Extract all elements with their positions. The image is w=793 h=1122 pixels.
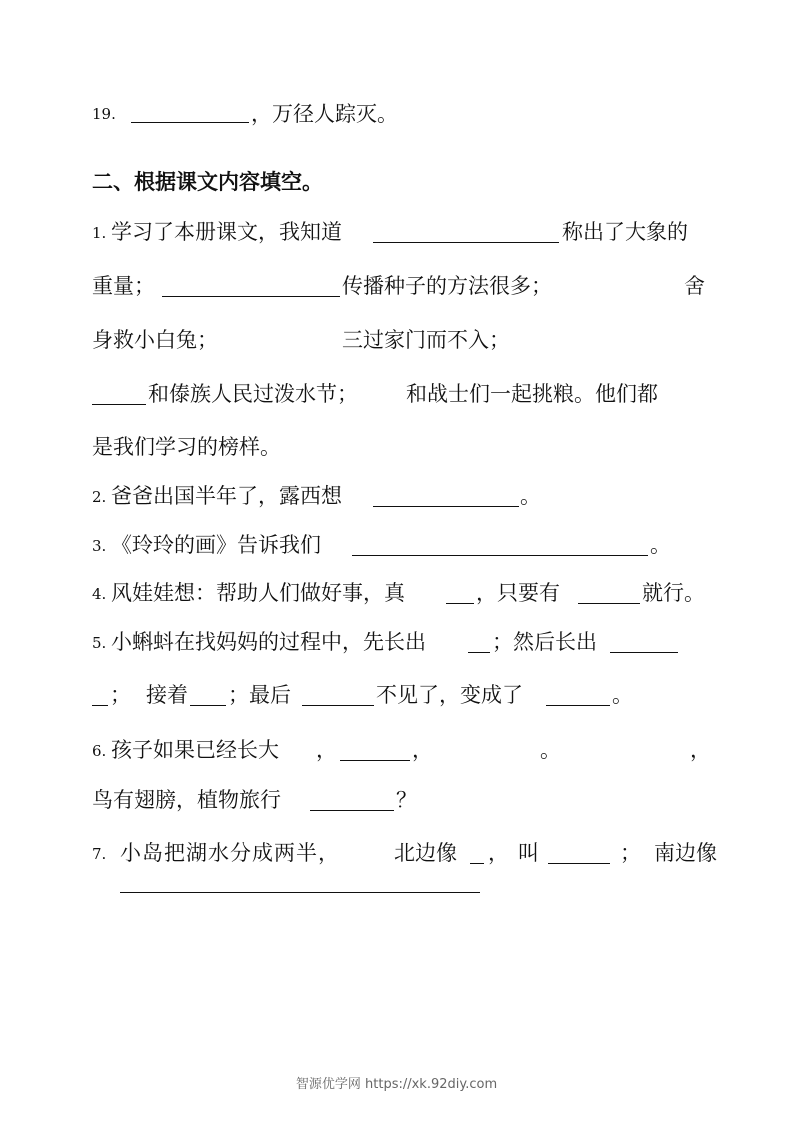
question-text: 北边像	[394, 841, 457, 865]
question-text: 学习了本册课文，我知道	[111, 220, 342, 244]
question-text: 风娃娃想：帮助人们做好事，真	[111, 581, 405, 605]
poem-line-text: ，万径人踪灭。	[251, 102, 398, 126]
question-text: 身救小白兔；	[92, 328, 218, 352]
question-text: ；	[110, 683, 131, 707]
question-text: 。	[540, 738, 561, 762]
answer-blank[interactable]	[92, 705, 108, 706]
answer-blank[interactable]	[131, 122, 249, 123]
question-number: 7.	[92, 845, 107, 863]
question-text: 接着	[146, 683, 188, 707]
answer-blank[interactable]	[373, 506, 519, 507]
answer-blank[interactable]	[468, 652, 490, 653]
question-number: 5.	[92, 634, 107, 652]
question-text: 是我们学习的榜样。	[92, 435, 281, 459]
question-number: 4.	[92, 585, 107, 603]
question-text: 舍	[684, 274, 705, 298]
answer-blank[interactable]	[120, 892, 480, 893]
question-number: 3.	[92, 537, 107, 555]
question-text: 重量；	[92, 274, 155, 298]
question-text: 南边像	[654, 841, 717, 865]
answer-blank[interactable]	[548, 863, 610, 864]
question-text: ；最后	[228, 683, 291, 707]
question-text: 传播种子的方法很多；	[342, 274, 552, 298]
question-text: 叫	[518, 841, 539, 865]
question-text: 《玲玲的画》告诉我们	[111, 533, 321, 557]
question-text: 孩子如果已经长大	[111, 738, 279, 762]
question-text: 和战士们一起挑粮。他们都	[406, 382, 658, 406]
question-text: 和傣族人民过泼水节；	[148, 382, 358, 406]
question-text: ？	[396, 788, 417, 812]
answer-blank[interactable]	[162, 296, 340, 297]
answer-blank[interactable]	[92, 404, 146, 405]
question-text: 小蝌蚪在找妈妈的过程中，先长出	[111, 630, 426, 654]
question-text: ；然后长出	[492, 630, 597, 654]
question-number: 6.	[92, 742, 107, 760]
question-text: ，	[412, 738, 433, 762]
answer-blank[interactable]	[302, 705, 374, 706]
question-text: 。	[650, 533, 671, 557]
question-text: ，	[316, 738, 337, 762]
question-text: 爸爸出国半年了，露西想	[111, 484, 342, 508]
answer-blank[interactable]	[470, 863, 484, 864]
answer-blank[interactable]	[352, 555, 648, 556]
question-text: 三过家门而不入；	[342, 328, 510, 352]
answer-blank[interactable]	[310, 810, 394, 811]
answer-blank[interactable]	[446, 603, 474, 604]
question-text: 。	[612, 683, 633, 707]
question-text: ；	[620, 841, 641, 865]
question-text: 称出了大象的	[562, 220, 688, 244]
question-text: 小岛把湖水分成两半，	[120, 841, 340, 865]
answer-blank[interactable]	[610, 652, 678, 653]
question-text: 。	[520, 484, 541, 508]
answer-blank[interactable]	[340, 760, 410, 761]
answer-blank[interactable]	[190, 705, 226, 706]
section-heading: 二、根据课文内容填空。	[92, 170, 323, 194]
question-text: ，	[488, 841, 509, 865]
question-text: 就行。	[642, 581, 705, 605]
question-number: 19.	[92, 105, 116, 123]
question-text: 鸟有翅膀，植物旅行	[92, 788, 281, 812]
question-text: 不见了，变成了	[376, 683, 523, 707]
question-text: ，只要有	[476, 581, 560, 605]
question-number: 1.	[92, 224, 107, 242]
footer-watermark: 智源优学网 https://xk.92diy.com	[295, 1077, 498, 1092]
answer-blank[interactable]	[578, 603, 640, 604]
question-text: ，	[690, 738, 711, 762]
question-number: 2.	[92, 488, 107, 506]
answer-blank[interactable]	[546, 705, 610, 706]
answer-blank[interactable]	[373, 242, 559, 243]
